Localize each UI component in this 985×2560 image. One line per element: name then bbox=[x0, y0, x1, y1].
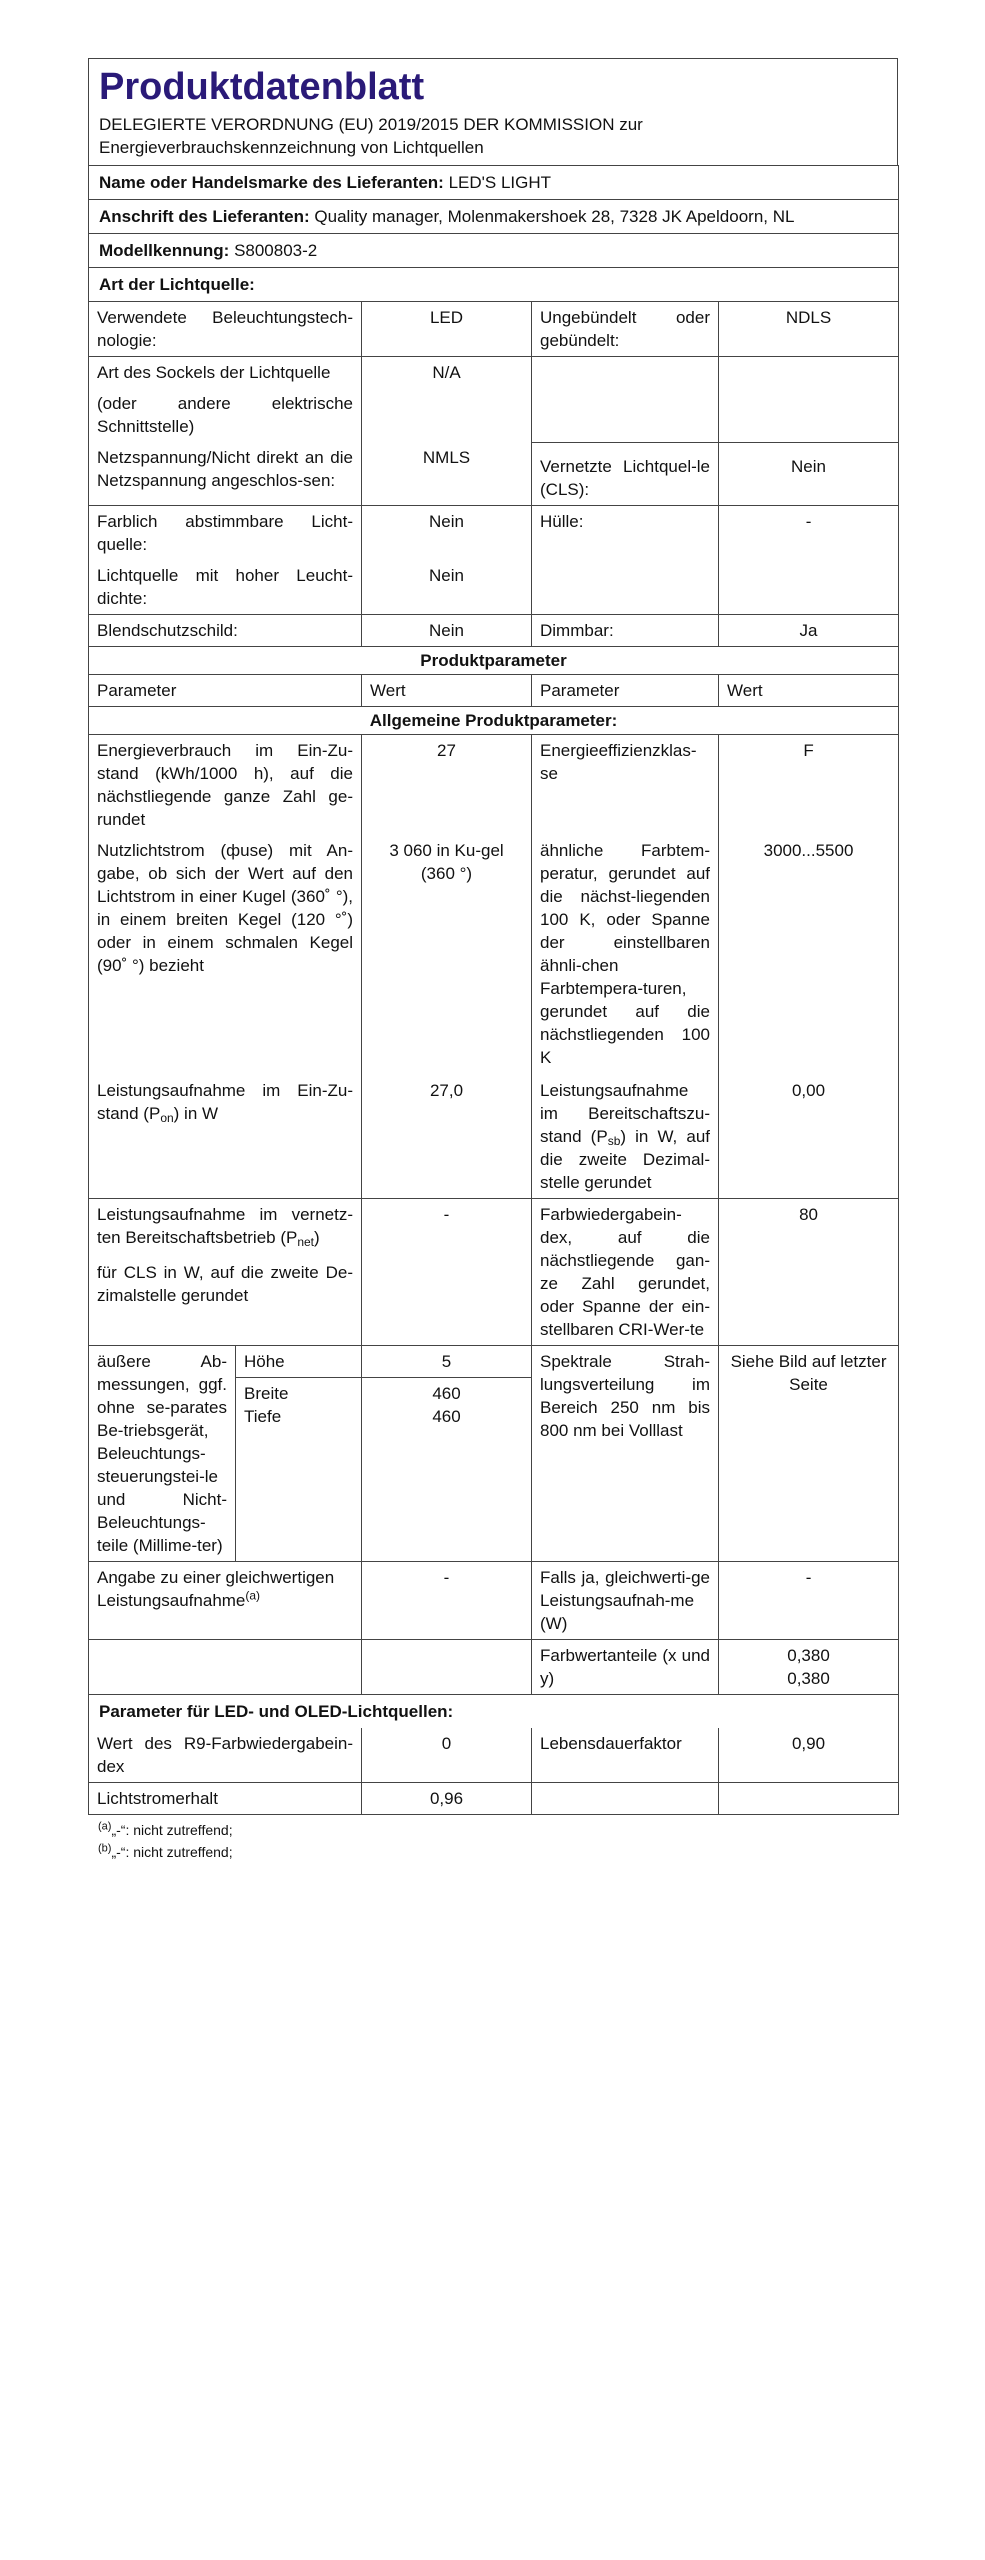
datasheet-table bbox=[88, 165, 899, 1815]
dimensions-row bbox=[89, 1345, 899, 1561]
depth-label: Tiefe bbox=[244, 1406, 282, 1426]
high-luminance-label: Lichtquelle mit hoher Leucht-dichte: bbox=[89, 560, 362, 615]
high-luminance-value: Nein bbox=[362, 560, 532, 615]
cct-label: ähnliche Farbtem-peratur, gerundet auf die nächst-liegenden 100 K, oder Spanne der einstellbaren ähnli-chen Farbtempera-turen, gerundet auf die nächstliegenden 100 K bbox=[532, 835, 719, 1073]
col-param-header-2: Parameter bbox=[532, 674, 719, 706]
cct-value: 3000...5500 bbox=[719, 835, 899, 1073]
mains-value: NMLS bbox=[362, 442, 532, 505]
subtitle-line-1: DELEGIERTE VERORDNUNG (EU) 2019/2015 DER KOMMISSION zur bbox=[99, 115, 643, 134]
chromaticity-row bbox=[89, 1639, 899, 1694]
r9-row bbox=[89, 1728, 899, 1783]
tunable-row bbox=[89, 505, 899, 560]
shield-label: Blendschutzschild: bbox=[89, 614, 362, 646]
footnotes bbox=[88, 1819, 898, 1863]
equivalent-label: Angabe zu einer gleichwertigen Leistungsaufnahme$^{(a)}$ bbox=[89, 1561, 362, 1639]
maintenance-label: Lichtstromerhalt bbox=[89, 1782, 362, 1814]
chromaticity-label: Farbwertanteile (x und y) bbox=[532, 1639, 719, 1694]
model-row bbox=[89, 234, 899, 268]
general-params-heading-row bbox=[89, 706, 899, 734]
col-value-header-2: Wert bbox=[719, 674, 899, 706]
datasheet bbox=[88, 58, 898, 1863]
cls-value: Nein bbox=[719, 442, 899, 505]
socket-value: N/A bbox=[362, 357, 532, 443]
technology-row bbox=[89, 302, 899, 357]
technology-value: LED bbox=[362, 302, 532, 357]
shield-value: Nein bbox=[362, 614, 532, 646]
maintenance-value: 0,96 bbox=[362, 1782, 532, 1814]
footnote-a: $^{(a)}$„-“: nicht zutreffend; bbox=[98, 1819, 233, 1838]
r9-label: Wert des R9-Farbwiedergabein-dex bbox=[89, 1728, 362, 1783]
cls-label: Vernetzte Lichtquel-le (CLS): bbox=[532, 442, 719, 505]
page-title: Produktdatenblatt bbox=[99, 66, 425, 108]
ndls-label: Ungebündelt oder gebündelt: bbox=[532, 302, 719, 357]
equivalent-power-value: - bbox=[719, 1561, 899, 1639]
socket-label-2: (oder andere elektrische Schnittstelle) bbox=[97, 394, 353, 436]
dimensions-label: äußere Ab-messungen, ggf. ohne se-parates Be-triebsgerät, Beleuchtungs-steuerungstei-le und Nicht-Beleuchtungs-teile (Millime-ter) bbox=[89, 1346, 236, 1561]
product-params-heading: Produktparameter bbox=[89, 646, 899, 674]
supplier-name-row bbox=[89, 166, 899, 200]
flux-value: 3 060 in Ku-gel (360 °) bbox=[362, 835, 532, 1073]
chromaticity-y: 0,380 bbox=[787, 1668, 830, 1688]
eec-value: F bbox=[719, 734, 899, 835]
light-source-heading-row bbox=[89, 268, 899, 302]
pon-row bbox=[89, 1073, 899, 1199]
col-param-header: Parameter bbox=[89, 674, 362, 706]
spectral-label: Spektrale Strah-lungsverteilung im Bereich 250 nm bis 800 nm bei Volllast bbox=[532, 1345, 719, 1561]
mains-row bbox=[89, 442, 899, 505]
width-value: 460 bbox=[432, 1383, 461, 1403]
supplier-name-value: LED'S LIGHT bbox=[448, 173, 552, 192]
column-header-row bbox=[89, 674, 899, 706]
light-source-heading: Art der Lichtquelle: bbox=[89, 268, 899, 302]
height-value: 5 bbox=[362, 1346, 531, 1378]
tunable-value: Nein bbox=[362, 505, 532, 560]
flux-row bbox=[89, 835, 899, 1073]
survival-value: 0,90 bbox=[719, 1728, 899, 1783]
cri-value: 80 bbox=[719, 1198, 899, 1345]
flux-label: Nutzlichtstrom (фuse) mit An-gabe, ob sich der Wert auf den Lichtstrom in einer Kugel (360˚ °), in einem breiten Kegel (120 °˚) oder in einem schmalen Kegel (90˚ °) bezieht bbox=[89, 835, 362, 1073]
technology-label: Verwendete Beleuchtungstech-nologie: bbox=[89, 302, 362, 357]
pnet-row bbox=[89, 1198, 899, 1345]
r9-value: 0 bbox=[362, 1728, 532, 1783]
envelope-label: Hülle: bbox=[532, 505, 719, 560]
supplier-name-label: Name oder Handelsmarke des Lieferanten: bbox=[99, 173, 444, 192]
envelope-value: - bbox=[719, 505, 899, 560]
dimmable-label: Dimmbar: bbox=[532, 614, 719, 646]
header-box bbox=[88, 58, 898, 165]
ndls-value: NDLS bbox=[719, 302, 899, 357]
supplier-address-row bbox=[89, 200, 899, 234]
pon-value: 27,0 bbox=[362, 1073, 532, 1199]
cri-label: Farbwiedergabein-dex, auf die nächstliegende gan-ze Zahl gerundet, oder Spanne der ein-stellbaren CRI-Wer-te bbox=[532, 1198, 719, 1345]
depth-value: 460 bbox=[432, 1406, 461, 1426]
subtitle-line-2: Energieverbrauchskennzeichnung von Lichtquellen bbox=[99, 138, 484, 157]
chromaticity-values bbox=[719, 1639, 899, 1694]
shield-row bbox=[89, 614, 899, 646]
col-value-header: Wert bbox=[362, 674, 532, 706]
socket-row bbox=[89, 357, 899, 443]
maintenance-row bbox=[89, 1782, 899, 1814]
equivalent-power-label: Falls ja, gleichwerti-ge Leistungsaufnah-me (W) bbox=[532, 1561, 719, 1639]
product-params-heading-row bbox=[89, 646, 899, 674]
mains-label: Netzspannung/Nicht direkt an die Netzspannung angeschlos-sen: bbox=[89, 442, 362, 505]
pnet-value: - bbox=[362, 1198, 532, 1345]
psb-value: 0,00 bbox=[719, 1073, 899, 1199]
high-luminance-row bbox=[89, 560, 899, 615]
supplier-address-value: Quality manager, Molenmakershoek 28, 7328 JK Apeldoorn, NL bbox=[314, 207, 795, 226]
socket-label: Art des Sockels der Lichtquelle bbox=[97, 363, 331, 382]
survival-label: Lebensdauerfaktor bbox=[532, 1728, 719, 1783]
spectral-value: Siehe Bild auf letzter Seite bbox=[719, 1345, 899, 1561]
energy-row bbox=[89, 734, 899, 835]
dimmable-value: Ja bbox=[719, 614, 899, 646]
led-params-heading: Parameter für LED- und OLED-Lichtquellen: bbox=[89, 1694, 899, 1728]
energy-label: Energieverbrauch im Ein-Zu-stand (kWh/1000 h), auf die nächstliegende ganze Zahl ge-rundet bbox=[89, 734, 362, 835]
pon-label: Leistungsaufnahme im Ein-Zu-stand $(P_{on})$ in W bbox=[89, 1073, 362, 1199]
footnote-b: $^{(b)}$„-“: nicht zutreffend; bbox=[98, 1841, 233, 1860]
energy-value: 27 bbox=[362, 734, 532, 835]
model-label: Modellkennung: bbox=[99, 241, 230, 260]
equivalent-row bbox=[89, 1561, 899, 1639]
psb-label: Leistungsaufnahme im Bereitschaftszu-stand $(P_{sb})$ in W, auf die zweite Dezimal-stelle gerundet bbox=[532, 1073, 719, 1199]
width-label: Breite bbox=[244, 1383, 289, 1403]
pnet-label: Leistungsaufnahme im vernetz-ten Bereitschaftsbetrieb $(P_{net})$ für CLS in W, auf die zweite De-zimalstelle gerundet bbox=[89, 1198, 362, 1345]
eec-label: Energieeffizienzklas-se bbox=[532, 734, 719, 835]
height-label: Höhe bbox=[236, 1346, 361, 1378]
general-params-heading: Allgemeine Produktparameter: bbox=[89, 706, 899, 734]
model-value: S800803-2 bbox=[234, 241, 318, 260]
led-params-heading-row bbox=[89, 1694, 899, 1728]
chromaticity-x: 0,380 bbox=[787, 1645, 830, 1665]
regulation-subtitle bbox=[99, 113, 887, 159]
equivalent-value: - bbox=[362, 1561, 532, 1639]
tunable-label: Farblich abstimmbare Licht-quelle: bbox=[89, 505, 362, 560]
supplier-address-label: Anschrift des Lieferanten: bbox=[99, 207, 310, 226]
